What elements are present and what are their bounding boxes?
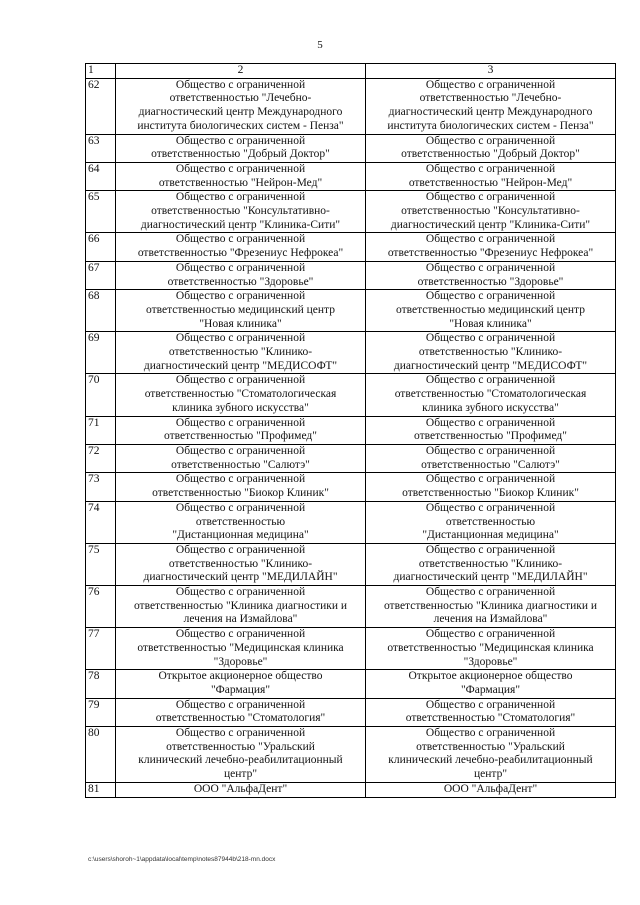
organization-name-line: "Дистанционная медицина": [422, 529, 559, 542]
organization-name-line: ответственностью: [445, 515, 536, 528]
organization-name-col2: [116, 162, 366, 190]
organization-name-col3: [366, 134, 616, 162]
organization-name-line: центр": [223, 768, 258, 781]
organization-name-line: Общество с ограниченной: [425, 628, 556, 641]
row-number: 79: [86, 698, 116, 726]
table-row: [86, 670, 616, 698]
organization-name-line: диагностический центр Международного: [388, 106, 593, 119]
organization-name-col2: [116, 290, 366, 332]
organization-name-line: Общество с ограниченной: [425, 191, 556, 204]
organization-name-col3: [366, 191, 616, 233]
organization-name-line: Общество с ограниченной: [425, 134, 556, 147]
organization-name-line: Общество с ограниченной: [175, 698, 306, 711]
row-number: 66: [86, 233, 116, 261]
table-row: [86, 191, 616, 233]
organization-name-col3: [366, 473, 616, 501]
organization-name-line: ответственностью "Фрезениус Нефрокеа": [137, 247, 344, 260]
row-number: 63: [86, 134, 116, 162]
organization-name-col3: [366, 727, 616, 783]
organization-name-line: Общество с ограниченной: [175, 374, 306, 387]
organization-name-line: диагностический центр "МЕДИСОФТ": [143, 359, 338, 372]
organization-name-line: Общество с ограниченной: [175, 727, 306, 740]
organization-name-col3: [366, 628, 616, 670]
organization-name-col2: [116, 727, 366, 783]
table-row: [86, 332, 616, 374]
organization-name-line: Общество с ограниченной: [425, 416, 556, 429]
column-number-3: 3: [366, 64, 616, 79]
organization-name-col2: [116, 698, 366, 726]
row-number: 70: [86, 374, 116, 416]
organization-name-col2: [116, 191, 366, 233]
organization-name-line: Общество с ограниченной: [175, 162, 306, 175]
organization-name-line: диагностический центр "Клиника-Сити": [390, 218, 591, 231]
organization-name-line: Общество с ограниченной: [175, 543, 306, 556]
organization-name-line: диагностический центр Международного: [138, 106, 343, 119]
organization-name-col2: [116, 134, 366, 162]
organization-name-line: ответственностью "Стоматологическая: [394, 388, 587, 401]
table-row: [86, 543, 616, 585]
table-row: [86, 628, 616, 670]
organization-name-line: ответственностью "Уральский: [416, 740, 565, 753]
organization-name-line: ответственностью "Клиника диагностики и: [133, 599, 348, 612]
organization-name-line: "Фармация": [460, 683, 521, 696]
organization-name-line: ответственностью "Салютэ": [421, 458, 560, 471]
organization-name-line: ответственностью "Биокор Клиник": [152, 487, 329, 500]
organization-name-line: "Здоровье": [463, 655, 518, 668]
table-row: [86, 134, 616, 162]
organization-name-col2: [116, 586, 366, 628]
organization-name-line: ответственностью "Стоматология": [155, 712, 326, 725]
organization-name-col2: [116, 473, 366, 501]
organization-name-col3: [366, 543, 616, 585]
organization-name-line: ответственностью "Биокор Клиник": [402, 487, 579, 500]
organization-name-line: ответственностью "Добрый Доктор": [151, 148, 330, 161]
organization-name-col2: [116, 332, 366, 374]
organization-name-line: Общество с ограниченной: [175, 444, 306, 457]
row-number: 67: [86, 261, 116, 289]
organization-name-line: ответственностью "Нейрон-Мед": [408, 176, 573, 189]
organization-name-line: ответственностью "Здоровье": [417, 275, 564, 288]
organization-name-col2: [116, 670, 366, 698]
organization-name-line: ответственностью "Клиника диагностики и: [383, 599, 598, 612]
organization-name-line: Общество с ограниченной: [425, 233, 556, 246]
organization-name-line: ответственностью "Здоровье": [167, 275, 314, 288]
organization-name-line: ответственностью: [195, 515, 286, 528]
organization-name-line: ответственностью "Клинико-: [168, 346, 313, 359]
organization-name-col3: [366, 290, 616, 332]
organization-name-col2: [116, 374, 366, 416]
organization-name-line: Открытое акционерное общество: [408, 670, 573, 683]
row-number: 75: [86, 543, 116, 585]
organization-name-line: Общество с ограниченной: [175, 628, 306, 641]
organization-name-line: ответственностью медицинский центр: [146, 303, 335, 316]
row-number: 77: [86, 628, 116, 670]
organization-name-col2: [116, 78, 366, 134]
table-row: [86, 727, 616, 783]
organization-name-line: диагностический центр "МЕДИСОФТ": [393, 359, 588, 372]
organization-name-line: ответственностью "Лечебно-: [419, 92, 562, 105]
row-number: 73: [86, 473, 116, 501]
organization-name-line: Общество с ограниченной: [425, 162, 556, 175]
organization-name-line: ответственностью "Фрезениус Нефрокеа": [387, 247, 594, 260]
organization-name-line: института биологических систем - Пенза": [137, 119, 344, 132]
organization-name-line: Общество с ограниченной: [425, 727, 556, 740]
organization-name-line: центр": [473, 768, 508, 781]
organization-name-line: ООО "АльфаДент": [443, 782, 538, 795]
organization-name-col3: [366, 261, 616, 289]
organization-name-line: Общество с ограниченной: [175, 586, 306, 599]
organization-name-col3: [366, 233, 616, 261]
row-number: 68: [86, 290, 116, 332]
row-number: 74: [86, 501, 116, 543]
organization-name-line: ответственностью "Клинико-: [168, 557, 313, 570]
table-row: [86, 473, 616, 501]
table-row: [86, 698, 616, 726]
organization-name-line: ответственностью "Нейрон-Мед": [158, 176, 323, 189]
organization-name-line: диагностический центр "МЕДИЛАЙН": [143, 571, 338, 584]
organization-name-line: "Дистанционная медицина": [172, 529, 309, 542]
organization-name-line: Общество с ограниченной: [425, 332, 556, 345]
row-number: 72: [86, 444, 116, 472]
organization-name-col2: [116, 261, 366, 289]
organization-name-col3: [366, 162, 616, 190]
organization-name-col2: [116, 782, 366, 797]
table-row: [86, 290, 616, 332]
organization-name-line: ответственностью "Профимед": [414, 430, 567, 443]
organization-name-line: ответственностью медицинский центр: [396, 303, 585, 316]
organization-name-col3: [366, 501, 616, 543]
organization-name-line: "Фармация": [210, 683, 271, 696]
organization-name-col2: [116, 416, 366, 444]
organization-name-line: ответственностью "Консультативно-: [151, 205, 330, 218]
organization-name-line: Общество с ограниченной: [425, 586, 556, 599]
row-number: 78: [86, 670, 116, 698]
table-row: [86, 78, 616, 134]
organization-name-line: Общество с ограниченной: [175, 261, 306, 274]
organization-name-line: Общество с ограниченной: [425, 261, 556, 274]
organization-name-col2: [116, 628, 366, 670]
row-number: 69: [86, 332, 116, 374]
organization-name-line: Общество с ограниченной: [175, 416, 306, 429]
table-row: [86, 416, 616, 444]
organization-name-line: ответственностью "Уральский: [166, 740, 315, 753]
table-header-row: [86, 64, 616, 79]
row-number: 71: [86, 416, 116, 444]
organization-name-line: Общество с ограниченной: [175, 233, 306, 246]
organization-name-line: Общество с ограниченной: [175, 134, 306, 147]
organization-name-line: ответственностью "Клинико-: [418, 346, 563, 359]
organization-name-line: "Новая клиника": [199, 317, 282, 330]
row-number: 80: [86, 727, 116, 783]
organization-name-line: диагностический центр "Клиника-Сити": [140, 218, 341, 231]
organization-name-line: "Здоровье": [213, 655, 268, 668]
organization-name-line: Общество с ограниченной: [425, 501, 556, 514]
organization-name-line: ответственностью "Салютэ": [171, 458, 310, 471]
organization-name-line: Общество с ограниченной: [175, 191, 306, 204]
organization-name-col3: [366, 698, 616, 726]
organization-name-line: клиника зубного искусства": [422, 401, 559, 414]
organization-name-col3: [366, 416, 616, 444]
organization-name-col3: [366, 332, 616, 374]
organization-name-line: ответственностью "Клинико-: [418, 557, 563, 570]
organization-name-col3: [366, 782, 616, 797]
table-row: [86, 374, 616, 416]
organization-name-line: Общество с ограниченной: [175, 501, 306, 514]
column-number-2: 2: [116, 64, 366, 79]
column-number-1: 1: [86, 64, 116, 79]
organization-name-line: Общество с ограниченной: [175, 473, 306, 486]
organization-name-line: клинический лечебно-реабилитационный: [138, 754, 343, 767]
table-row: [86, 162, 616, 190]
organization-name-line: Общество с ограниченной: [175, 290, 306, 303]
organization-name-line: ответственностью "Стоматология": [405, 712, 576, 725]
row-number: 64: [86, 162, 116, 190]
organization-name-line: Общество с ограниченной: [425, 374, 556, 387]
table-row: [86, 782, 616, 797]
organization-name-line: лечения на Измайлова": [433, 613, 548, 626]
organization-name-col3: [366, 444, 616, 472]
organization-name-col3: [366, 374, 616, 416]
organization-name-line: ответственностью "Лечебно-: [169, 92, 312, 105]
organization-name-col2: [116, 233, 366, 261]
row-number: 65: [86, 191, 116, 233]
organization-name-line: Общество с ограниченной: [175, 78, 306, 91]
organization-name-line: Общество с ограниченной: [175, 332, 306, 345]
organization-name-line: Общество с ограниченной: [425, 444, 556, 457]
organizations-table-body: [86, 64, 616, 798]
organization-name-line: ответственностью "Медицинская клиника: [387, 641, 594, 654]
table-row: [86, 261, 616, 289]
organization-name-line: института биологических систем - Пенза": [387, 119, 594, 132]
table-row: [86, 501, 616, 543]
organization-name-line: клинический лечебно-реабилитационный: [388, 754, 593, 767]
organization-name-line: ответственностью "Консультативно-: [401, 205, 580, 218]
organization-name-line: ответственностью "Профимед": [164, 430, 317, 443]
organization-name-col3: [366, 78, 616, 134]
organization-name-line: Общество с ограниченной: [425, 543, 556, 556]
organization-name-line: ООО "АльфаДент": [193, 782, 288, 795]
organization-name-col3: [366, 586, 616, 628]
organization-name-line: Общество с ограниченной: [425, 78, 556, 91]
page-number: 5: [317, 39, 323, 51]
organization-name-line: ответственностью "Стоматологическая: [144, 388, 337, 401]
organization-name-col2: [116, 444, 366, 472]
table-row: [86, 586, 616, 628]
organization-name-line: лечения на Измайлова": [183, 613, 298, 626]
table-row: [86, 233, 616, 261]
row-number: 76: [86, 586, 116, 628]
organization-name-line: клиника зубного искусства": [172, 401, 309, 414]
organization-name-col3: [366, 670, 616, 698]
organization-name-line: "Новая клиника": [449, 317, 532, 330]
organization-name-line: ответственностью "Добрый Доктор": [401, 148, 580, 161]
organization-name-line: Общество с ограниченной: [425, 698, 556, 711]
row-number: 81: [86, 782, 116, 797]
table-row: [86, 444, 616, 472]
organization-name-line: Общество с ограниченной: [425, 290, 556, 303]
organization-name-line: диагностический центр "МЕДИЛАЙН": [393, 571, 588, 584]
organizations-table: [85, 63, 616, 798]
organization-name-line: ответственностью "Медицинская клиника: [137, 641, 344, 654]
footer-file-path: c:\users\shoroh~1\appdata\local\temp\notes87944b\218-mn.docx: [88, 856, 276, 863]
organization-name-col2: [116, 543, 366, 585]
organization-name-line: Общество с ограниченной: [425, 473, 556, 486]
organization-name-line: Открытое акционерное общество: [158, 670, 323, 683]
organization-name-col2: [116, 501, 366, 543]
row-number: 62: [86, 78, 116, 134]
